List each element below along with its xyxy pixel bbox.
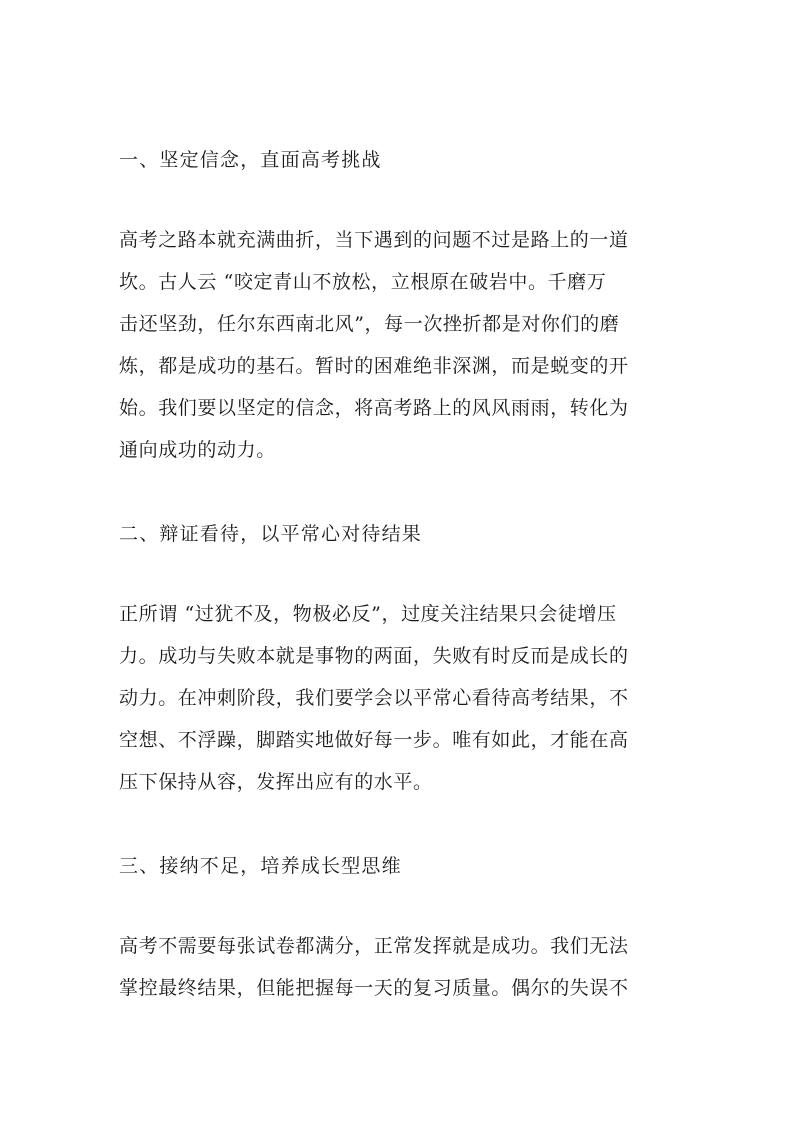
- section-2-line-2: 力。成功与失败本就是事物的两面，失败有时反而是成长的: [119, 645, 629, 667]
- section-2-line-5: 压下保持从容，发挥出应有的水平。: [119, 771, 433, 793]
- section-1-line-1: 高考之路本就充满曲折，当下遇到的问题不过是路上的一道: [119, 229, 629, 251]
- section-1-heading: 一、坚定信念，直面高考挑战: [119, 149, 382, 171]
- section-1-line-6: 通向成功的动力。: [119, 439, 276, 461]
- section-2-line-1: 正所谓 “过犹不及，物极必反”，过度关注结果只会徒增压: [119, 603, 617, 625]
- section-1-line-2: 坎。古人云 “咬定青山不放松，立根原在破岩中。千磨万: [119, 271, 607, 293]
- section-3-line-2: 掌控最终结果，但能把握每一天的复习质量。偶尔的失误不: [119, 977, 629, 999]
- section-2-heading: 二、辩证看待，以平常心对待结果: [119, 523, 423, 545]
- section-2-line-3: 动力。在冲刺阶段，我们要学会以平常心看待高考结果，不: [119, 687, 629, 709]
- section-2-line-4: 空想、不浮躁，脚踏实地做好每一步。唯有如此，才能在高: [119, 729, 629, 751]
- section-1-line-5: 始。我们要以坚定的信念，将高考路上的风风雨雨，转化为: [119, 397, 629, 419]
- section-1-line-4: 炼，都是成功的基石。暂时的困难绝非深渊，而是蜕变的开: [119, 355, 629, 377]
- section-3-heading: 三、接纳不足，培养成长型思维: [119, 855, 402, 877]
- section-3-line-1: 高考不需要每张试卷都满分，正常发挥就是成功。我们无法: [119, 935, 629, 957]
- section-1-line-3: 击还坚劲，任尔东西南北风”，每一次挫折都是对你们的磨: [119, 313, 620, 335]
